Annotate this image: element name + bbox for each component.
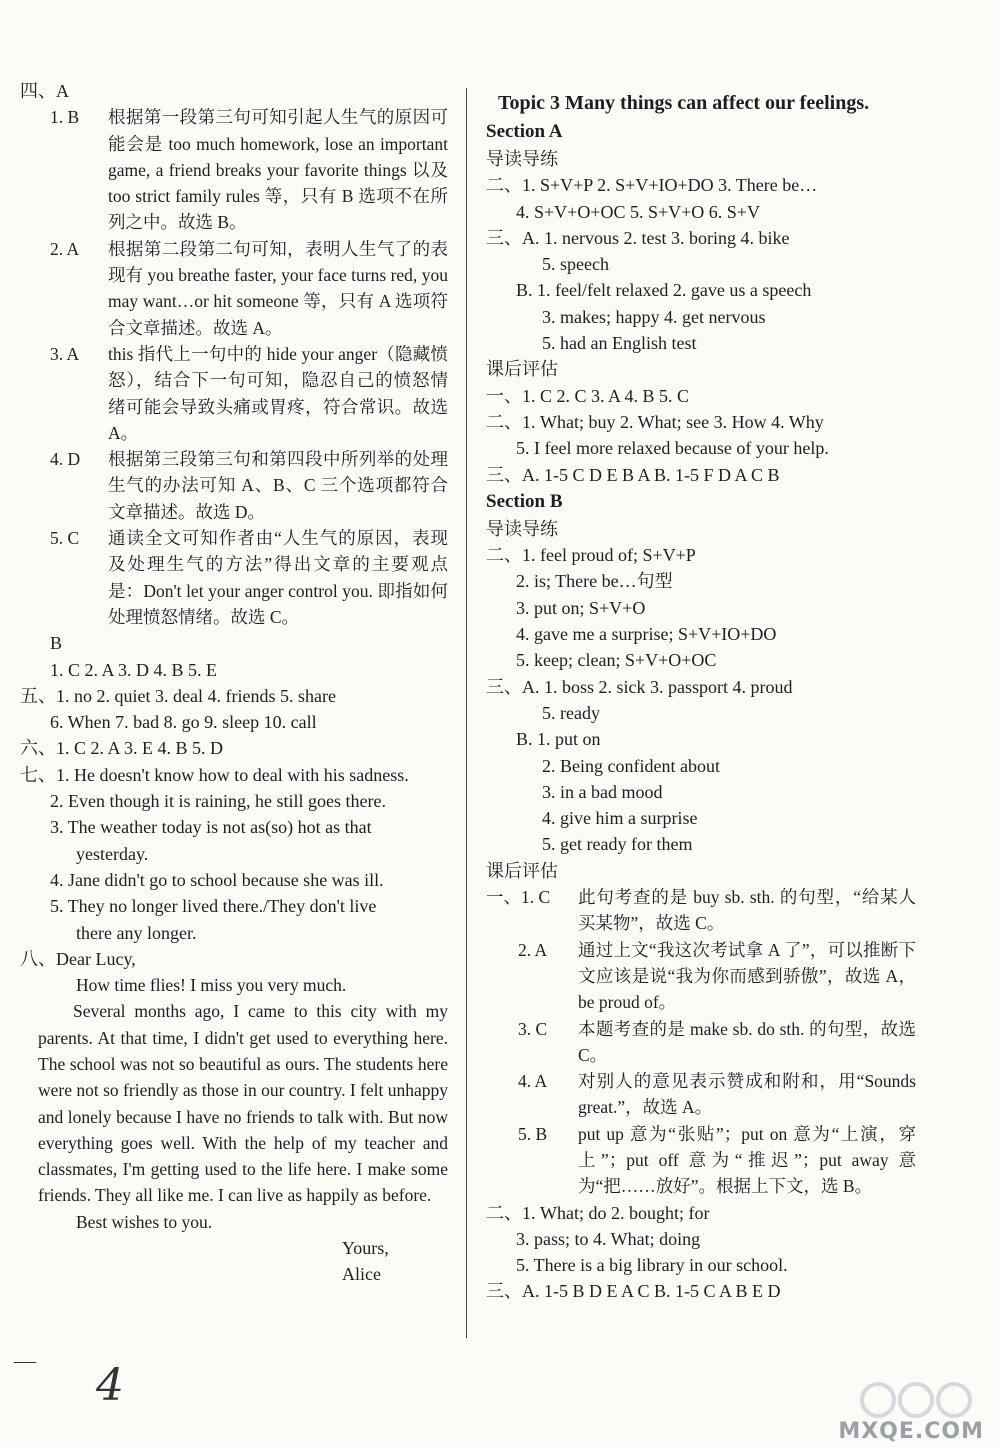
- section-b-review-heading: 课后评估: [486, 860, 558, 881]
- section-7-line-3: 3. The weather today is not as(so) hot as that: [50, 817, 372, 838]
- section-b-part-2-line-4: 4. gave me a surprise; S+V+IO+DO: [516, 624, 777, 645]
- column-divider: [466, 88, 467, 1338]
- section-a-part-3-line-4: 3. makes; happy 4. get nervous: [542, 306, 766, 327]
- section-4b-label: B: [50, 633, 63, 654]
- letter-signature: Alice: [342, 1264, 381, 1285]
- section-b-part-3-line-3: B. 1. put on: [516, 729, 601, 750]
- section-a-part-3-line-5: 5. had an English test: [542, 333, 697, 354]
- section-5-line-1: 五、1. no 2. quiet 3. deal 4. friends 5. share: [20, 685, 336, 706]
- page-number: 4: [96, 1360, 124, 1411]
- section-a-review-2-line-1: 二、1. What; buy 2. What; see 3. How 4. Why: [486, 411, 824, 432]
- section-a-review-heading: 课后评估: [486, 359, 558, 380]
- letter-closing: Yours,: [342, 1238, 389, 1259]
- section-b-review-3: 三、A. 1-5 B D E A C B. 1-5 C A B E D: [486, 1281, 781, 1302]
- review-b-item-2: 2. A 通过上文“我这次考试拿 A 了”，可以推断下文应该是说“我为你而感到骄傲”，故选 A，be proud of。: [518, 939, 916, 1013]
- section-b-part-3-line-5: 3. in a bad mood: [542, 781, 663, 802]
- section-a-review-3: 三、A. 1-5 C D E B A B. 1-5 F D A C B: [486, 464, 780, 485]
- section-5-line-2: 6. When 7. bad 8. go 9. sleep 10. call: [50, 712, 317, 733]
- section-7-line-5b: there any longer.: [76, 922, 197, 943]
- section-b-part-3-line-2: 5. ready: [542, 702, 600, 723]
- section-b-part-3-line-4: 2. Being confident about: [542, 755, 720, 776]
- answer-item-4a-2: 2. A 根据第二段第二句可知，表明人生气了的表现有 you breathe faster, your face turns red, you may want…or hit someone 等，只有 A 选项符合文章描述。故选 A。: [50, 238, 448, 338]
- section-b-part-3-line-1: 三、A. 1. boss 2. sick 3. passport 4. proud: [486, 676, 793, 697]
- watermark-text: MXQE.COM: [838, 1419, 984, 1444]
- section-b-part-2-line-1: 二、1. feel proud of; S+V+P: [486, 545, 696, 566]
- section-a-part-3-line-1: 三、A. 1. nervous 2. test 3. boring 4. bike: [486, 227, 790, 248]
- section-b-part-2-line-3: 3. put on; S+V+O: [516, 597, 646, 618]
- letter-paragraph-2: Several months ago, I came to this city with my parents. At that time, I didn't get used to everything here. The school was not so beautiful as ours. The students here were not so friendly as those in our country. I felt unhappy and lonely because I have no friends to talk with. But now everything goes well. With the help of my teacher and classmates, I'm getting used to the life here. I make some friends. They all like me. I can live as happily as before.: [38, 1001, 449, 1206]
- answer-item-4a-4: 4. D 根据第三段第三句和第四段中所列举的处理生气的办法可知 A、B、C 三个选项都符合文章描述。故选 D。: [50, 449, 448, 522]
- section-a-review-1: 一、1. C 2. C 3. A 4. B 5. C: [486, 385, 690, 406]
- review-b-item-3: 3. C 本题考查的是 make sb. do sth. 的句型，故选 C。: [518, 1018, 916, 1065]
- section-b-heading: Section B: [486, 490, 563, 512]
- section-a-heading: Section A: [486, 121, 563, 142]
- letter-paragraph-3: Best wishes to you.: [76, 1211, 213, 1232]
- section-a-guide-heading: 导读导练: [486, 149, 558, 169]
- answer-item-4a-1: 1. B 根据第一段第三句可知引起人生气的原因可能会是 too much homework, lose an important game, a friend breaks your favorite things 以及 too strict family rules 等，只有 B 选项不在所列之中。故选 B。: [50, 107, 448, 233]
- section-7-line-3b: yesterday.: [76, 843, 149, 864]
- section-8-salutation: 八、Dear Lucy,: [20, 948, 136, 969]
- section-a-part-2-line-1: 二、1. S+V+P 2. S+V+IO+DO 3. There be…: [486, 175, 818, 196]
- section-b-review-2-line-1: 二、1. What; do 2. bought; for: [486, 1202, 710, 1223]
- section-4-heading: 四、A: [20, 81, 69, 101]
- section-b-guide-heading: 导读导练: [486, 518, 558, 539]
- letter-paragraph-1: How time flies! I miss you very much.: [76, 975, 347, 996]
- review-b-item-5: 5. B put up 意为“张贴”；put on 意为“上演，穿上”；put off 意为“推迟”；put away 意为“把……放好”。根据上下文，选 B。: [518, 1123, 916, 1197]
- section-a-part-2-line-2: 4. S+V+O+OC 5. S+V+O 6. S+V: [516, 201, 760, 222]
- section-b-part-3-line-7: 5. get ready for them: [542, 834, 693, 855]
- section-7-line-2: 2. Even though it is raining, he still goes there.: [50, 791, 386, 812]
- section-7-line-5: 5. They no longer lived there./They don't live: [50, 896, 377, 917]
- answer-item-4a-5: 5. C 通读全文可知作者由“人生气的原因，表现及处理生气的方法”得出文章的主要观点是：Don't let your anger control you. 即指如何处理愤怒情绪。故选 C。: [50, 528, 448, 627]
- review-b-item-1: 一、1. C 此句考查的是 buy sb. sth. 的句型，“给某人买某物”，故选 C。: [486, 887, 916, 934]
- section-b-part-2-line-5: 5. keep; clean; S+V+O+OC: [516, 650, 717, 671]
- section-6-answers: 六、1. C 2. A 3. E 4. B 5. D: [20, 738, 224, 759]
- right-column: [486, 78, 916, 1305]
- answer-item-4a-3: 3. A this 指代上一句中的 hide your anger（隐藏愤怒），结合下一句可知，隐忍自己的愤怒情绪可能会导致头痛或胃疼，符合常识。故选 A。: [50, 343, 448, 443]
- left-column: [20, 78, 448, 1288]
- footer-dash: [14, 1362, 36, 1363]
- section-a-part-3-line-3: B. 1. feel/felt relaxed 2. gave us a speech: [516, 280, 812, 301]
- section-7-line-4: 4. Jane didn't go to school because she was ill.: [50, 869, 384, 890]
- section-b-part-3-line-6: 4. give him a surprise: [542, 808, 698, 829]
- section-b-review-2-line-2: 3. pass; to 4. What; doing: [516, 1228, 701, 1249]
- section-7-line-1: 七、1. He doesn't know how to deal with his sadness.: [20, 764, 409, 785]
- section-a-part-3-line-2: 5. speech: [542, 254, 609, 275]
- section-a-review-2-line-2: 5. I feel more relaxed because of your help.: [516, 438, 829, 459]
- topic-title: Topic 3 Many things can affect our feelings.: [498, 92, 870, 114]
- review-b-item-4: 4. A 对别人的意见表示赞成和附和，用“Sounds great.”，故选 A。: [518, 1071, 916, 1118]
- section-b-review-2-line-3: 5. There is a big library in our school.: [516, 1255, 788, 1276]
- section-b-part-2-line-2: 2. is; There be…句型: [516, 571, 673, 592]
- section-4b-answers: 1. C 2. A 3. D 4. B 5. E: [50, 659, 218, 680]
